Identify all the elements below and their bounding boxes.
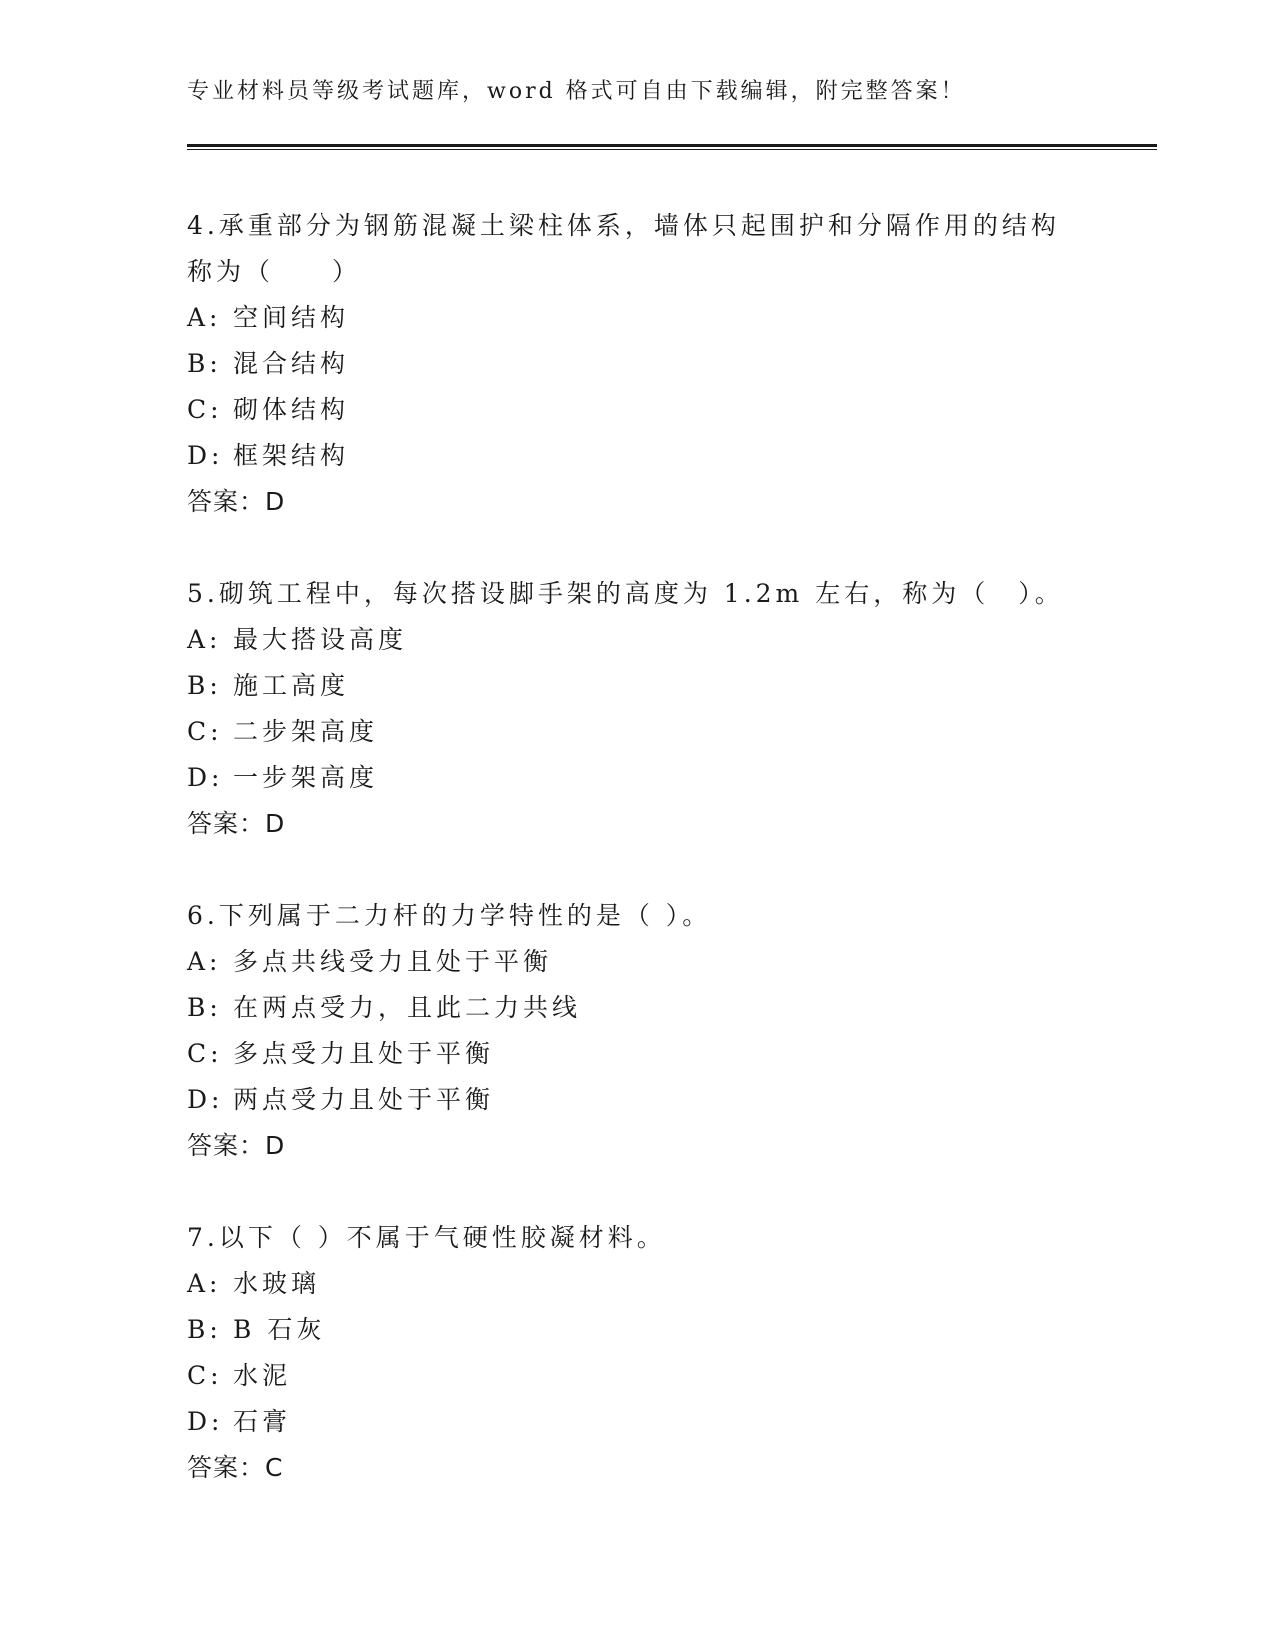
answer-line: 答案：D — [187, 1131, 286, 1160]
question-stem-line: 4.承重部分为钢筋混凝土梁柱体系，墙体只起围护和分隔作用的结构 — [187, 211, 1060, 240]
option-letter: D: — [187, 763, 224, 792]
option-b — [187, 1307, 1087, 1353]
option-letter: A: — [187, 947, 222, 976]
option-text: 水泥 — [233, 1361, 292, 1390]
option-text: 空间结构 — [233, 303, 350, 332]
option-letter: C: — [187, 717, 223, 746]
option-letter: D: — [187, 1085, 224, 1114]
option-letter: A: — [187, 303, 222, 332]
option-d — [187, 1077, 1087, 1123]
option-a — [187, 939, 1087, 985]
question-stem — [187, 571, 1087, 617]
option-letter: D: — [187, 441, 224, 470]
header-rule-thick — [187, 144, 1157, 147]
option-letter: C: — [187, 1039, 223, 1068]
option-b — [187, 341, 1087, 387]
option-letter: A: — [187, 625, 222, 654]
option-text: 最大搭设高度 — [233, 625, 408, 654]
option-c — [187, 387, 1087, 433]
option-text: 石膏 — [233, 1407, 292, 1436]
question-4 — [187, 203, 1087, 525]
option-text: 在两点受力，且此二力共线 — [233, 993, 582, 1022]
option-text: 多点共线受力且处于平衡 — [233, 947, 553, 976]
option-letter: B: — [187, 993, 222, 1022]
option-c — [187, 1031, 1087, 1077]
option-letter: B: — [187, 671, 222, 700]
option-text: 水玻璃 — [233, 1269, 321, 1298]
question-stem — [187, 1215, 1087, 1261]
question-6 — [187, 893, 1087, 1169]
answer-line: 答案：C — [187, 1453, 284, 1482]
option-text: B 石灰 — [233, 1315, 326, 1344]
option-a — [187, 617, 1087, 663]
option-text: 混合结构 — [233, 349, 350, 378]
option-letter: A: — [187, 1269, 222, 1298]
header-rule-thin — [187, 149, 1157, 150]
option-text: 两点受力且处于平衡 — [233, 1085, 495, 1114]
option-text: 框架结构 — [233, 441, 350, 470]
question-stem-line: 5.砌筑工程中，每次搭设脚手架的高度为 1.2m 左右，称为（ ）。 — [187, 579, 1064, 608]
question-list — [187, 203, 1087, 1537]
question-5 — [187, 571, 1087, 847]
option-b — [187, 985, 1087, 1031]
question-stem-line: 7.以下（ ）不属于气硬性胶凝材料。 — [187, 1223, 666, 1252]
answer-line: 答案：D — [187, 487, 286, 516]
question-stem-line: 6.下列属于二力杆的力学特性的是（ ）。 — [187, 901, 712, 930]
question-stem — [187, 893, 1087, 939]
option-text: 多点受力且处于平衡 — [233, 1039, 495, 1068]
option-letter: D: — [187, 1407, 224, 1436]
option-text: 二步架高度 — [233, 717, 379, 746]
question-7 — [187, 1215, 1087, 1491]
answer-line: 答案：D — [187, 809, 286, 838]
option-text: 施工高度 — [233, 671, 350, 700]
page-header-text: 专业材料员等级考试题库，word 格式可自由下载编辑，附完整答案！ — [187, 79, 966, 104]
option-letter: C: — [187, 1361, 223, 1390]
option-letter: C: — [187, 395, 223, 424]
option-a — [187, 1261, 1087, 1307]
option-c — [187, 709, 1087, 755]
option-letter: B: — [187, 1315, 222, 1344]
option-text: 砌体结构 — [233, 395, 350, 424]
option-c — [187, 1353, 1087, 1399]
option-text: 一步架高度 — [233, 763, 379, 792]
option-d — [187, 1399, 1087, 1445]
option-letter: B: — [187, 349, 222, 378]
question-stem — [187, 203, 1087, 295]
option-d — [187, 755, 1087, 801]
option-d — [187, 433, 1087, 479]
question-stem-line: 称为（ ） — [187, 257, 362, 286]
option-b — [187, 663, 1087, 709]
option-a — [187, 295, 1087, 341]
